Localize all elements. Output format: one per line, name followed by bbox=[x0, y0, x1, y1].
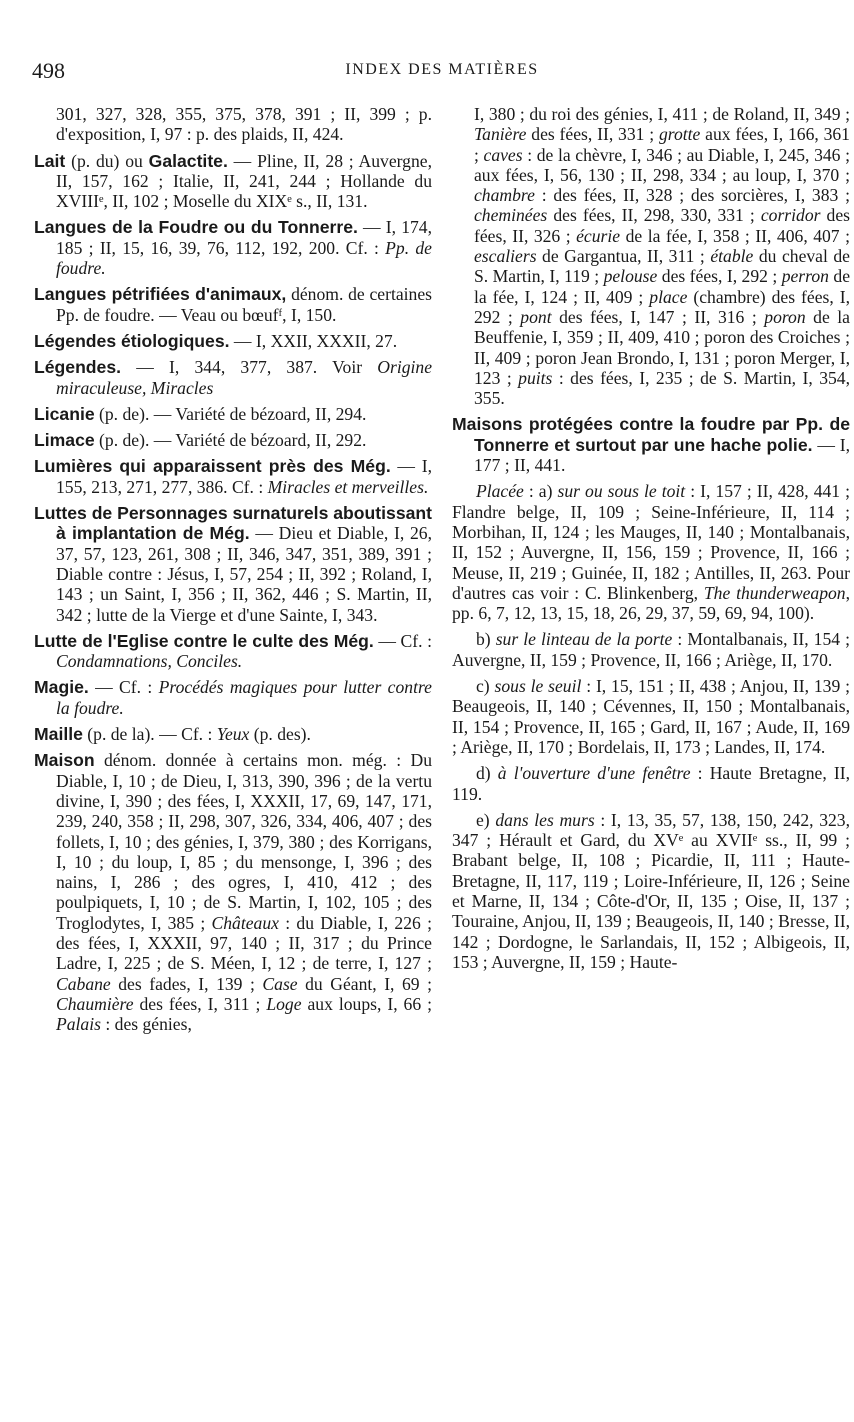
index-entry-langues-foudre: Langues de la Foudre ou du Tonnerre. — I, 174, 185 ; II, 15, 16, 39, 76, 112, 192, 200. Cf. : Pp. de foudre. bbox=[34, 217, 432, 279]
entry-headword: Licanie bbox=[34, 403, 95, 424]
entry-headword: Légendes. bbox=[34, 357, 122, 378]
index-entry-maille: Maille (p. de la). — Cf. : Yeux (p. des). bbox=[34, 724, 311, 745]
entry-headword: Langues de la Foudre ou du Tonnerre. bbox=[34, 217, 358, 238]
index-entry-maison: Maison dénom. donnée à certains mon. még. : Du Diable, I, 10 ; de Dieu, I, 313, 390, 396 ; de la vertu divine, I, 390 ; des fées, I, XXXII, 17, 69, 147, 171, 239, 240, 358 ; II, 298, 307, 326, 334, 406, 407 ; des follets, I, 10 ; des génies, I, 379, 380 ; des Korrigans, I, 10 ; du loup, I, 85 ; du mensonge, I, 396 ; des nains, I, 286 ; des ogres, I, 410, 412 ; des poulpiquets, I, 10 ; de S. Martin, I, 102, 105 ; des Troglodytes, I, 385 ; Châteaux : du Diable, I, 226 ; des fées, I, XXXII, 97, 140 ; II, 317 ; du Prince Ladre, I, 225 ; de S. Méen, I, 12 ; de terre, I, 127 ; Cabane des fades, I, 139 ; Case du Géant, I, 69 ; Chaumière des fées, I, 311 ; Loge aux loups, I, 66 ; Palais : des génies, bbox=[34, 750, 432, 1035]
page-number: 498 bbox=[32, 58, 65, 83]
index-entry-magie: Magie. — Cf. : Procédés magiques pour lutter contre la foudre. bbox=[34, 677, 432, 718]
entry-headword: Légendes étiologiques. bbox=[34, 330, 230, 351]
index-entry-continuation: 301, 327, 328, 355, 375, 378, 391 ; II, 399 ; p. d'exposition, I, 97 : p. des plaids, II, 424. bbox=[56, 104, 432, 145]
entry-headword: Langues pétrifiées d'animaux, bbox=[34, 284, 287, 305]
index-entry-limace: Limace (p. de). — Variété de bézoard, II, 292. bbox=[34, 430, 367, 451]
index-entry-maisons-protegees: Maisons protégées contre la foudre par Pp. de Tonnerre et surtout par une hache polie. — I, 177 ; II, 441. bbox=[452, 414, 850, 476]
entry-headword: Lutte de l'Eglise contre le culte des Még. bbox=[34, 630, 374, 651]
index-entry-lumieres: Lumières qui apparaissent près des Még. — I, 155, 213, 271, 277, 386. Cf. : Miracles et merveilles. bbox=[34, 456, 432, 497]
index-entry-legendes: Légendes. — I, 344, 377, 387. Voir Origine miraculeuse, Miracles bbox=[34, 357, 432, 398]
index-entry-legendes-etiologiques: Légendes étiologiques. — I, XXII, XXXII, 27. bbox=[34, 330, 398, 351]
entry-headword: Lait bbox=[34, 150, 66, 171]
entry-headword: Maison bbox=[34, 750, 95, 771]
subentry-e: e) dans les murs : I, 13, 35, 57, 138, 150, 242, 323, 347 ; Hérault et Gard, du XVᵉ au XVIIᵉ ss., II, 99 ; Brabant belge, II, 108 ; Picardie, II, 111 ; Haute-Bretagne, II, 117, 119 ; Loire-Inférieure, II, 126 ; Seine et Marne, II, 134 ; Côte-d'Or, II, 135 ; Oise, II, 137 ; Touraine, Anjou, II, 139 ; Beaugeois, II, 140 ; Bresse, II, 142 ; Dordogne, le Sarlandais, II, 152 ; Albigeois, II, 153 ; Auvergne, II, 159 ; Haute- bbox=[452, 809, 850, 972]
entry-headword: Limace bbox=[34, 430, 95, 451]
subentry-c: c) sous le seuil : I, 15, 151 ; II, 438 ; Anjou, II, 139 ; Beaugeois, II, 140 ; Cévennes, II, 150 ; Montalbanais, II, 154 ; Provence, II, 165 ; Gard, II, 167 ; Aude, II, 169 ; Ariège, II, 170 ; Bordelais, II, 173 ; Landes, II, 174. bbox=[452, 676, 850, 757]
index-entry-licanie: Licanie (p. de). — Variété de bézoard, II, 294. bbox=[34, 403, 367, 424]
subentry-a: Placée : a) sur ou sous le toit : I, 157 ; II, 428, 441 ; Flandre belge, II, 109 ; Seine-Inférieure, II, 114 ; Morbihan, II, 124 ; les Mauges, II, 140 ; Montalbanais, II, 152 ; Auvergne, II, 156, 159 ; Provence, II, 166 ; Meuse, II, 219 ; Guinée, II, 182 ; Antilles, II, 263. Pour d'autres cas voir : C. Blinkenberg, The thunderweapon, pp. 6, 7, 12, 13, 15, 18, 26, 29, 37, 59, 69, 94, 100). bbox=[452, 481, 851, 624]
index-entry-luttes: Luttes de Personnages surnaturels aboutissant à implantation de Még. — Dieu et Diable, I, 26, 37, 57, 123, 261, 308 ; II, 346, 347, 351, 389, 391 ; Diable contre : Jésus, I, 57, 254 ; II, 392 ; Roland, I, 143 ; un Saint, I, 356 ; II, 362, 446 ; S. Martin, II, 342 ; lutte de la Vierge et d'une Sainte, I, 343. bbox=[34, 503, 432, 625]
entry-headword: Luttes de Personnages surnaturels aboutissant à implantation de Még. bbox=[34, 503, 432, 544]
entry-headword-alt: Galactite. bbox=[148, 150, 228, 171]
index-entry-lutte-eglise: Lutte de l'Eglise contre le culte des Még. — Cf. : Condamnations, Conciles. bbox=[34, 630, 433, 672]
index-entry-langues-petrifiees: Langues pétrifiées d'animaux, dénom. de certaines Pp. de foudre. — Veau ou bœufᶠ, I, 150. bbox=[34, 284, 433, 325]
subentry-d: d) à l'ouverture d'une fenêtre : Haute Bretagne, II, 119. bbox=[452, 763, 850, 804]
page-header bbox=[32, 58, 852, 88]
entry-headword: Magie. bbox=[34, 677, 89, 698]
index-entry-lait: Lait (p. du) ou Galactite. — Pline, II, 28 ; Auvergne, II, 157, 162 ; Italie, II, 241, 244 ; Hollande du XVIIIᵉ, II, 102 ; Moselle du XIXᵉ s., II, 131. bbox=[34, 150, 432, 212]
subentry-b: b) sur le linteau de la porte : Montalbanais, II, 154 ; Auvergne, II, 159 ; Provence, II, 166 ; Ariège, II, 170. bbox=[452, 629, 850, 670]
entry-headword: Maisons protégées contre la foudre par Pp. de Tonnerre et surtout par une hache polie. bbox=[452, 414, 850, 455]
left-column bbox=[34, 104, 432, 1040]
index-entry-maison-continuation: I, 380 ; du roi des génies, I, 411 ; de Roland, II, 349 ; Tanière des fées, II, 331 ; grotte aux fées, I, 166, 361 ; caves : de la chèvre, I, 346 ; au Diable, I, 245, 346 ; aux fées, I, 56, 130 ; II, 298, 334 ; au loup, I, 370 ; chambre : des fées, II, 328 ; des sorcières, I, 383 ; cheminées des fées, II, 298, 330, 331 ; corridor des fées, II, 326 ; écurie de la fée, I, 358 ; II, 406, 407 ; escaliers de Gargantua, II, 311 ; étable du cheval de S. Martin, I, 119 ; pelouse des fées, I, 292 ; perron de la fée, I, 124 ; II, 409 ; place (chambre) des fées, I, 292 ; pont des fées, I, 147 ; II, 316 ; poron de la Beuffenie, I, 359 ; II, 409, 410 ; poron des Croiches ; II, 409 ; poron Jean Brondo, I, 131 ; poron Merger, I, 123 ; puits : des fées, I, 235 ; de S. Martin, I, 354, 355. bbox=[474, 104, 851, 409]
running-title: INDEX DES MATIÈRES bbox=[345, 61, 539, 78]
entry-headword: Maille bbox=[34, 724, 83, 745]
right-column bbox=[452, 104, 850, 978]
entry-headword: Lumières qui apparaissent près des Még. bbox=[34, 456, 391, 477]
